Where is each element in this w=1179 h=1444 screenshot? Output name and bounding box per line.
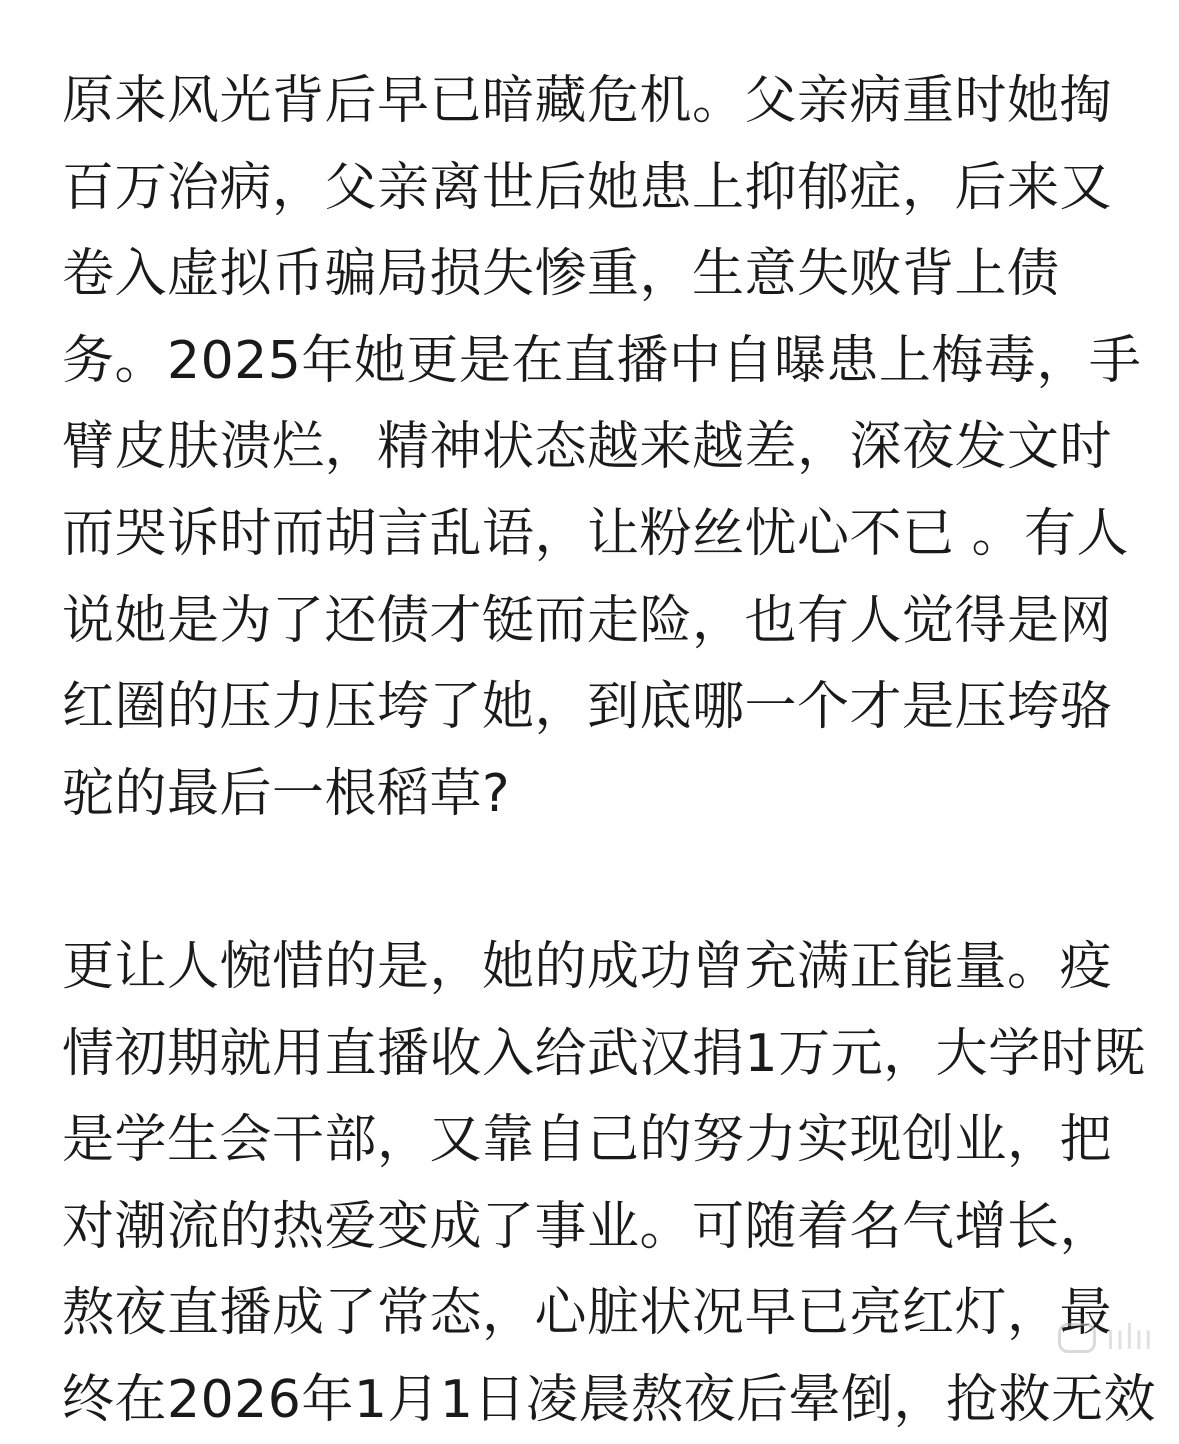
paragraph-line: 而哭诉时而胡言乱语，让粉丝忧心不已 。有人 bbox=[62, 503, 1130, 564]
paragraph-line: 情初期就用直播收入给武汉捐1万元，大学时既 bbox=[62, 1023, 1146, 1084]
paragraph-line: 是学生会干部，又靠自己的努力实现创业，把 bbox=[62, 1110, 1113, 1171]
paragraph-line: 更让人惋惜的是，她的成功曾充满正能量。疫 bbox=[62, 936, 1113, 997]
paragraph-line: 终在2026年1月1日凌晨熬夜后晕倒，抢救无效 bbox=[62, 1369, 1157, 1430]
paragraph-line: 百万治病，父亲离世后她患上抑郁症，后来又 bbox=[62, 157, 1113, 218]
paragraph-line: 红圈的压力压垮了她，到底哪一个才是压垮骆 bbox=[62, 677, 1113, 738]
paragraph-1 bbox=[62, 58, 1142, 837]
paragraph-line: 臂皮肤溃烂，精神状态越来越差，深夜发文时 bbox=[62, 417, 1113, 478]
paragraph-line: 对潮流的热爱变成了事业。可随着名气增长， bbox=[62, 1196, 1113, 1257]
watermark-text: ıılıı bbox=[1105, 1318, 1153, 1358]
watermark bbox=[1058, 1318, 1153, 1358]
watermark-logo-icon bbox=[1058, 1323, 1096, 1353]
paragraph-line: 务。2025年她更是在直播中自曝患上梅毒，手 bbox=[62, 330, 1142, 391]
paragraph-line: 熬夜直播成了常态，心脏状况早已亮红灯，最 bbox=[62, 1283, 1113, 1344]
paragraph-line: 驼的最后一根稻草? bbox=[62, 763, 511, 824]
paragraph-line: 原来风光背后早已暗藏危机。父亲病重时她掏 bbox=[62, 71, 1113, 131]
paragraph-line: 说她是为了还债才铤而走险，也有人觉得是网 bbox=[62, 590, 1113, 651]
paragraph-line: 卷入虚拟币骗局损失惨重，生意失败背上债 bbox=[62, 244, 1060, 305]
